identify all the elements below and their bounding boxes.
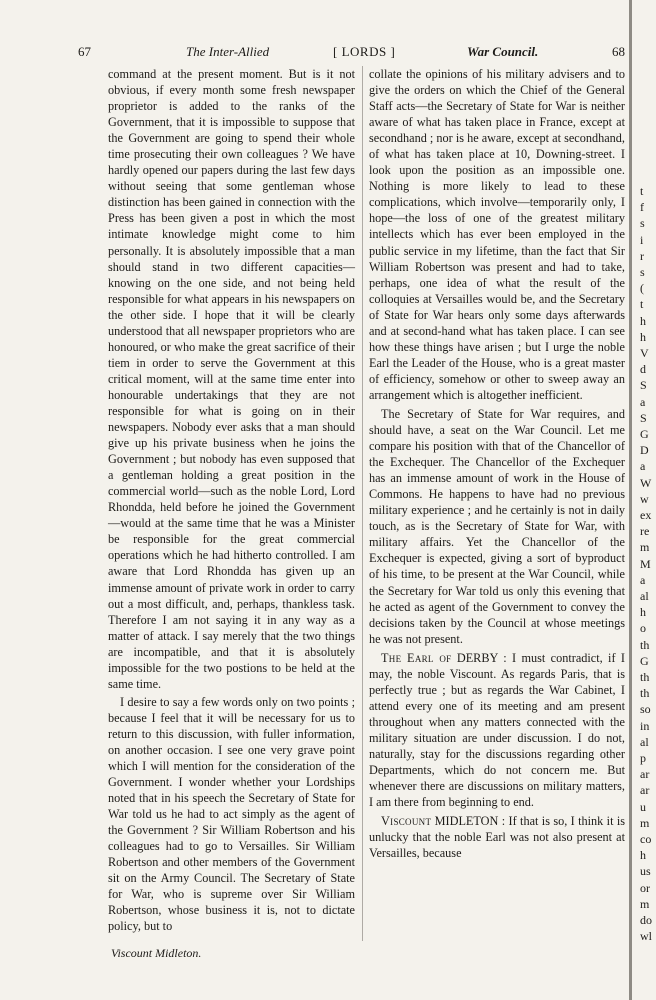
left-column xyxy=(108,66,355,935)
edge-fragment: o xyxy=(640,621,646,636)
edge-fragment: s xyxy=(640,216,645,231)
right-paragraph-3 xyxy=(369,650,625,810)
edge-fragment: th xyxy=(640,670,650,684)
edge-fragment: i xyxy=(640,232,644,247)
house-label: [ LORDS ] xyxy=(333,44,396,59)
edge-fragment: a xyxy=(640,459,646,474)
speaker-name: MIDLETON xyxy=(434,814,499,829)
edge-fragment: th xyxy=(640,637,650,652)
edge-fragment: us xyxy=(640,864,651,879)
edge-fragment: al xyxy=(640,589,649,603)
right-paragraph-4 xyxy=(369,813,625,861)
adjacent-page-edge xyxy=(629,0,656,1000)
edge-fragment: h xyxy=(640,848,646,863)
catchword: Viscount Midleton. xyxy=(111,946,202,960)
column-divider xyxy=(362,66,363,941)
edge-fragment: th xyxy=(640,686,650,701)
edge-fragment: al xyxy=(640,734,649,749)
edge-fragment: M xyxy=(640,556,651,571)
running-title-right: War Council. xyxy=(467,44,539,59)
edge-fragment: W xyxy=(640,475,652,490)
speech-text: : I must contradict, if I may, the noble Viscount. As regards Paris, that is perfectly true ; but as regards the War Cabinet, I attend every one of its meeting and am present throughout when any matters connected with the military situation are under discussion. I do not, naturally, stay for the discussions regarding other Departments, which do not concern me. But whenever there are discussions on military matters, I am there from beginning to end. xyxy=(369,650,625,810)
page-gutter-shadow xyxy=(629,0,632,1000)
speaker-title: Viscount xyxy=(381,814,432,829)
edge-fragment: re xyxy=(640,524,650,539)
edge-fragment: h xyxy=(640,329,646,344)
edge-fragment: f xyxy=(640,200,644,215)
edge-fragment: m xyxy=(640,896,650,911)
page-number-right: 68 xyxy=(612,44,625,59)
running-header xyxy=(0,44,656,62)
edge-fragment: co xyxy=(640,832,652,846)
edge-fragment: ex xyxy=(640,508,652,522)
edge-fragment: ( xyxy=(640,281,644,296)
edge-fragment: a xyxy=(640,572,646,587)
speaker-name: DERBY xyxy=(456,650,498,665)
edge-fragment: S xyxy=(640,410,647,425)
edge-fragment: u xyxy=(640,799,646,814)
edge-fragment: m xyxy=(640,540,650,555)
edge-fragment: r xyxy=(640,248,644,263)
edge-fragment: so xyxy=(640,702,651,717)
speech-text: : If that is so, I think it is unlucky that the noble Earl was not also present at Versailles, because xyxy=(369,814,626,861)
edge-fragment: d xyxy=(640,362,646,377)
right-paragraph-1: collate the opinions of his military advisers and to give the orders on which the Chief of the General Staff acts—the Secretary of State for War is neither aware of what has taken place in France, except at secondhand ; nor is he aware, except at secondhand, of what has taken place at 10, Downing-street. I look upon the position as an impossible one. Nothing is more likely to lead to these complications, which involve—temporarily only, I hope—the loss of one of the greatest military intellects which has ever been employed in the public service in my lifetime, than the fact that Sir William Robertson was present and had to take, perhaps, one idea of what the result of the colloquies at Versailles would be, and the Secretary of State for War hears only some days afterwards and at second-hand what has taken place. I can see how these things have arisen ; but I urge the noble Earl the Leader of the House, who is a great master of efficiency, somehow or other to sweep away an arrangement which is altogether inefficient. xyxy=(369,67,625,402)
edge-fragment: G xyxy=(640,427,649,441)
edge-fragment: w xyxy=(640,491,649,506)
edge-fragment: in xyxy=(640,718,650,733)
edge-fragment: do xyxy=(640,913,652,927)
left-paragraph-1: command at the present moment. But is it not obvious, if every month some fresh newspaper proprietor is added to the ranks of the Government, that it is impossible to suppose that the Government are going to spend their whole time prosecuting their own colleagues ? We have hardly opened our papers during the last few days without seeing that some gentleman whose distinction has been gained in connection with the Press has been given a post in which the most intimate knowledge might come to him personally. It is absolutely impossible that a man should stand in two different capacities—knowing on the one side, and not being held responsible for what appears in his newspapers on the other side. I hope that it will be clearly understood that all newspaper proprietors who are honoured, or who make the great sacrifice of their tiem in order to serve the Government at this critical moment, will at the same time enter into honourable undertakings that they are not responsible for what is going on in their newspapers. Nobody ever asks that a man should give up his private business when he joins the Government ; but nobody has even supposed that a gentleman holding a great position in the commercial world—such as the noble Lord, Lord Rhondda, held before he joined the Government—would at the same time that he was a Minister be responsible for the great commercial operations which he had hitherto controlled. I am aware that Lord Rhondda has given up an immense amount of private work in order to carry out a most difficult, and, perhaps, thankless task. Therefore I am not saying it in any way as a matter of attack. I say merely that the two things are incompatible, and that it is absolutely impossible for the two postions to be held at the same time. xyxy=(108,67,355,691)
edge-fragment: h xyxy=(640,605,646,620)
edge-fragment: ar xyxy=(640,767,650,782)
edge-fragment: t xyxy=(640,184,644,198)
edge-fragment: wl xyxy=(640,929,652,944)
right-column xyxy=(369,66,625,861)
running-title-left: The Inter-Allied xyxy=(186,44,270,59)
page-number-left: 67 xyxy=(78,44,91,59)
edge-fragment: D xyxy=(640,443,649,458)
speaker-title: The Earl of xyxy=(381,650,452,665)
edge-fragment: t xyxy=(640,297,644,312)
edge-fragment: ar xyxy=(640,783,650,798)
edge-fragment: h xyxy=(640,313,646,328)
edge-fragment: S xyxy=(640,378,647,393)
edge-fragment: s xyxy=(640,265,645,279)
edge-fragment: a xyxy=(640,394,646,409)
edge-fragment: or xyxy=(640,880,650,895)
edge-fragment: p xyxy=(640,751,646,765)
edge-fragment: G xyxy=(640,653,649,668)
left-paragraph-2: I desire to say a few words only on two points ; because I feel that it will be necessary for us to return to this discussion, with fuller information, on another occasion. I see one very grave point which I will mention for the consideration of the Government. I wonder whether your Lordships noted that in his speech the Secretary of State for War told us he had to act simply as the agent of the Government ? Sir William Robertson and his colleagues had to go to Versailles. Sir William Robertson and other members of the Government sit on the Army Council. The Secretary of State for War, who is supreme over Sir William Robertson, whose business it is, not to dictate policy, but to xyxy=(108,694,355,934)
edge-fragment: V xyxy=(640,346,649,360)
edge-fragment: m xyxy=(640,815,650,830)
right-paragraph-2: The Secretary of State for War requires, and should have, a seat on the War Council. Let me compare his position with that of the Chancellor of the Exchequer. The Chancellor of the Exchequer has an immense amount of work in the House of Commons. He happens to have had no previous military experience ; and he certainly is not in daily touch, as is the Secretary of State for War, with military affairs. Yet the Chancellor of the Exchequer is expected, giving a sort of byproduct of his time, to be present at the War Council, while the Secretary for War told us only this evening that he acted as agent of the Government to convey the decisions taken by the Council at whose meetings he was not present. xyxy=(369,406,625,646)
